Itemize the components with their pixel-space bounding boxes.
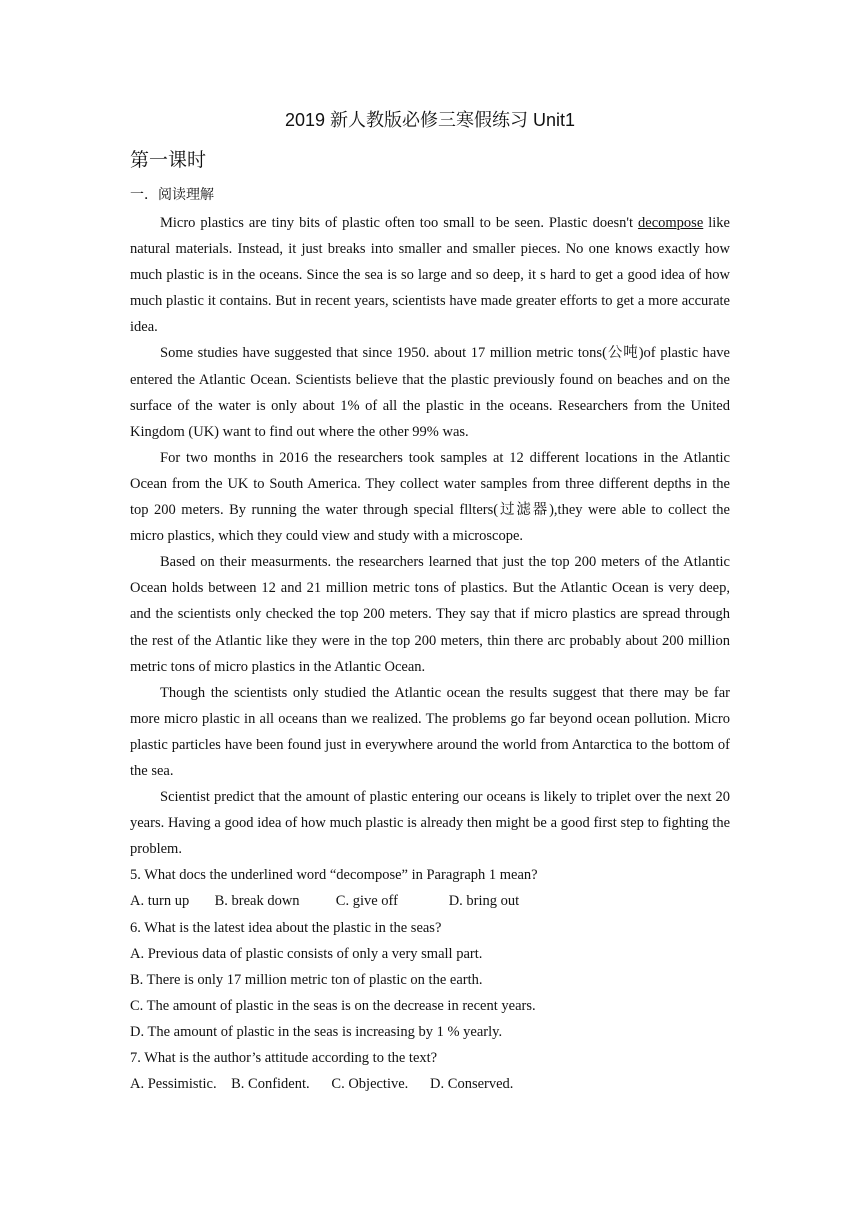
paragraph-1-text-end: like natural materials. Instead, it just breaks into smaller and smaller pieces. No one knows exactly how much plastic is in the oceans. Since the sea is so large and so deep, it s hard to get a good idea of how much plastic it contains. But in recent years, scientists have made greater efforts to get a more accurate idea. [130,215,730,336]
paragraph-2: Some studies have suggested that since 1950. about 17 million metric tons(公吨)of plastic have entered the Atlantic Ocean. Scientists believe that the plastic previously found on beaches and on the surface of the water is only about 1% of all the plastic in the oceans. Researchers from the United Kingdom (UK) want to find out where the other 99% was. [130,345,730,440]
lesson-heading: 第一课时 [130,149,207,171]
question-6-option-d: D. The amount of plastic in the seas is increasing by 1 % yearly. [130,1023,503,1040]
paragraph-5: Though the scientists only studied the Atlantic ocean the results suggest that there may be far more micro plastic in all oceans than we realized. The problems go far beyond ocean pollution. Micro plastic particles have been found just in everywhere around the world from Antarctica to the bottom of the sea. [130,684,730,779]
underlined-word: decompose [638,215,704,231]
question-6-option-a: A. Previous data of plastic consists of only a very small part. [130,945,483,962]
section-heading: 一．阅读理解 [130,187,214,203]
question-5-options: A. turn up B. break down C. give off D. bring out [130,893,520,910]
reading-passage [130,210,730,1097]
paragraph-3: For two months in 2016 the researchers took samples at 12 different locations in the Atlantic Ocean from the UK to South America. They collect water samples from three different depths in the top 200 meters. By running the water through special fllters(过滤器),they were able to collect the micro plastics, which they could view and study with a microscope. [130,449,730,545]
question-7: 7. What is the author’s attitude according to the text? [130,1050,438,1066]
question-6-option-b: B. There is only 17 million metric ton of plastic on the earth. [130,971,483,988]
paragraph-4: Based on their measurments. the researchers learned that just the top 200 meters of the Atlantic Ocean holds between 12 and 21 million metric tons of plastics. But the Atlantic Ocean is very deep, and the scientists only checked the top 200 meters. They say that if micro plastics are spread through the rest of the Atlantic like they were in the top 200 meters, thin there arc probably about 200 million metric tons of micro plastics in the Atlantic Ocean. [130,554,730,675]
page-title: 2019 新人教版必修三寒假练习 Unit1 [284,110,576,130]
question-7-options: A. Pessimistic. B. Confident. C. Objective. D. Conserved. [130,1076,514,1093]
question-5: 5. What docs the underlined word “decompose” in Paragraph 1 mean? [130,867,538,884]
paragraph-6: Scientist predict that the amount of plastic entering our oceans is likely to triplet over the next 20 years. Having a good idea of how much plastic is already then might be a good first step to fighting the problem. [130,789,730,858]
question-6-option-c: C. The amount of plastic in the seas is on the decrease in recent years. [130,997,536,1014]
question-6: 6. What is the latest idea about the plastic in the seas? [130,919,442,936]
paragraph-1-text-start: Micro plastics are tiny bits of plastic often too small to be seen. Plastic doesn't [160,215,639,231]
paragraph-1 [130,210,730,340]
